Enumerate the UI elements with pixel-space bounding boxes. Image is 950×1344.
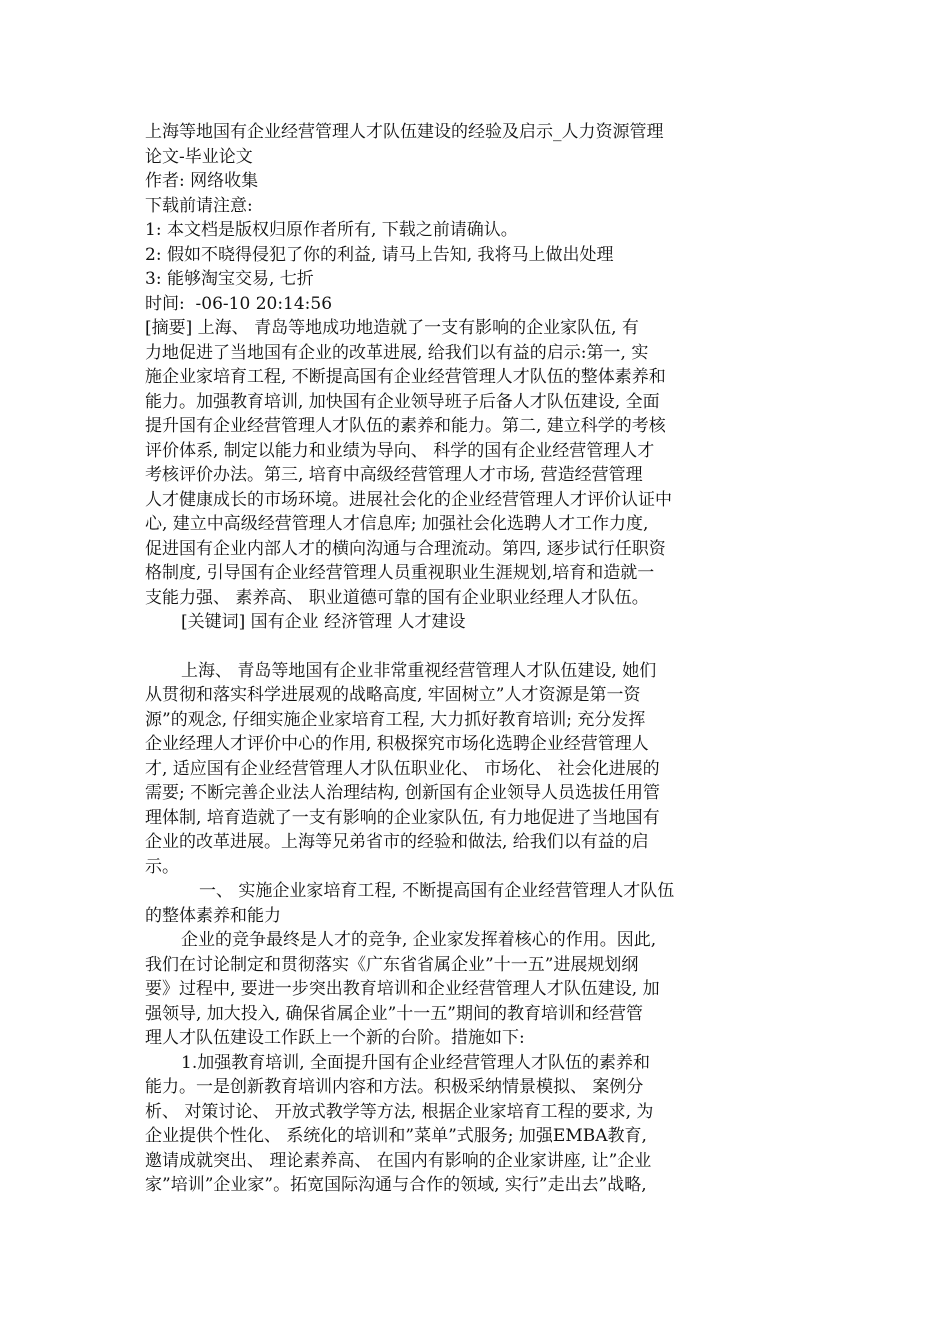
abstract-line: 考核评价办法。第三, 培育中高级经营管理人才市场, 营造经营管理: [145, 465, 643, 485]
item1-line: 企业提供个性化、 系统化的培训和”菜单”式服务; 加强EMBA教育,: [145, 1126, 647, 1146]
abstract-line: 提升国有企业经营管理人才队伍的素养和能力。第二, 建立科学的考核: [145, 416, 666, 436]
document-title-continued: 论文-毕业论文: [145, 146, 253, 167]
section1-line: 理人才队伍建设工作跃上一个新的台阶。措施如下:: [145, 1028, 525, 1048]
intro-line: 上海、 青岛等地国有企业非常重视经营管理人才队伍建设, 她们: [181, 660, 657, 681]
section1-line: 企业的竞争最终是人才的竞争, 企业家发挥着核心的作用。因此,: [181, 930, 657, 950]
item1-line: 析、 对策讨论、 开放式教学等方法, 根据企业家培育工程的要求, 为: [145, 1101, 654, 1122]
intro-line: 才, 适应国有企业经营管理人才队伍职业化、 市场化、 社会化进展的: [145, 758, 660, 779]
abstract-line: [摘要] 上海、 青岛等地成功地造就了一支有影响的企业家队伍, 有: [145, 318, 639, 338]
intro-line: 源”的观念, 仔细实施企业家培育工程, 大力抓好教育培训; 充分发挥: [145, 709, 646, 730]
section1-line: 强领导, 加大投入, 确保省属企业”十一五”期间的教育培训和经营管: [145, 1003, 643, 1024]
abstract-line: 心, 建立中高级经营管理人才信息库; 加强社会化选聘人才工作力度,: [145, 514, 649, 534]
notice-item-3: 3: 能够淘宝交易, 七折: [145, 269, 314, 289]
author-line: 作者: 网络收集: [145, 171, 259, 191]
abstract-line: 促进国有企业内部人才的横向沟通与合理流动。第四, 逐步试行任职资: [145, 538, 666, 559]
abstract-line: 格制度, 引导国有企业经营管理人员重视职业生涯规划,培育和造就一: [145, 563, 655, 583]
section1-line: 要》过程中, 要进一步突出教育培训和企业经营管理人才队伍建设, 加: [145, 979, 660, 999]
item1-line: 邀请成就突出、 理论素养高、 在国内有影响的企业家讲座, 让”企业: [145, 1150, 652, 1171]
keywords-line: [关键词] 国有企业 经济管理 人才建设: [181, 612, 466, 632]
intro-line: 从贯彻和落实科学进展观的战略高度, 牢固树立”人才资源是第一资: [145, 685, 641, 705]
abstract-paragraph: [145, 316, 745, 610]
abstract-line: 力地促进了当地国有企业的改革进展, 给我们以有益的启示:第一, 实: [145, 342, 649, 363]
intro-paragraph: [145, 659, 745, 880]
section1-line: 我们在讨论制定和贯彻落实《广东省省属企业”十一五”进展规划纲: [145, 954, 639, 975]
intro-line: 企业的改革进展。上海等兄弟省市的经验和做法, 给我们以有益的启: [145, 832, 649, 852]
abstract-line: 人才健康成长的市场环境。进展社会化的企业经营管理人才评价认证中: [145, 489, 672, 510]
item1-line: 1.加强教育培训, 全面提升国有企业经营管理人才队伍的素养和: [181, 1052, 651, 1073]
section-heading: 一、 实施企业家培育工程, 不断提高国有企业经营管理人才队伍: [199, 881, 675, 901]
notice-item-2: 2: 假如不晓得侵犯了你的利益, 请马上告知, 我将马上做出处理: [145, 244, 614, 265]
abstract-line: 支能力强、 素养高、 职业道德可靠的国有企业职业经理人才队伍。: [145, 587, 649, 608]
item1-line: 家”培训”企业家”。拓宽国际沟通与合作的领域, 实行”走出去”战略,: [145, 1175, 647, 1195]
abstract-line: 施企业家培育工程, 不断提高国有企业经营管理人才队伍的整体素养和: [145, 367, 666, 387]
paragraph-gap: [145, 635, 745, 659]
intro-line: 企业经理人才评价中心的作用, 积极探究市场化选聘企业经营管理人: [145, 734, 649, 754]
intro-line: 示。: [145, 856, 179, 877]
notice-heading: 下载前请注意:: [145, 195, 253, 216]
item1-line: 能力。一是创新教育培训内容和方法。积极采纳情景模拟、 案例分: [145, 1077, 644, 1097]
item1-paragraph: [145, 1051, 745, 1198]
section1-paragraph: [145, 928, 745, 1051]
intro-line: 需要; 不断完善企业法人治理结构, 创新国有企业领导人员选拔任用管: [145, 783, 660, 803]
timestamp-line: 时间: -06-10 20:14:56: [145, 293, 333, 314]
document-title: 上海等地国有企业经营管理人才队伍建设的经验及启示_人力资源管理: [145, 122, 664, 142]
document-page: [145, 120, 745, 1198]
intro-line: 理体制, 培育造就了一支有影响的企业家队伍, 有力地促进了当地国有: [145, 807, 660, 828]
section-heading-continued: 的整体素养和能力: [145, 905, 281, 926]
abstract-line: 评价体系, 制定以能力和业绩为导向、 科学的国有企业经营管理人才: [145, 440, 655, 461]
abstract-line: 能力。加强教育培训, 加快国有企业领导班子后备人才队伍建设, 全面: [145, 391, 660, 412]
notice-item-1: 1: 本文档是版权归原作者所有, 下载之前请确认。: [145, 220, 518, 240]
